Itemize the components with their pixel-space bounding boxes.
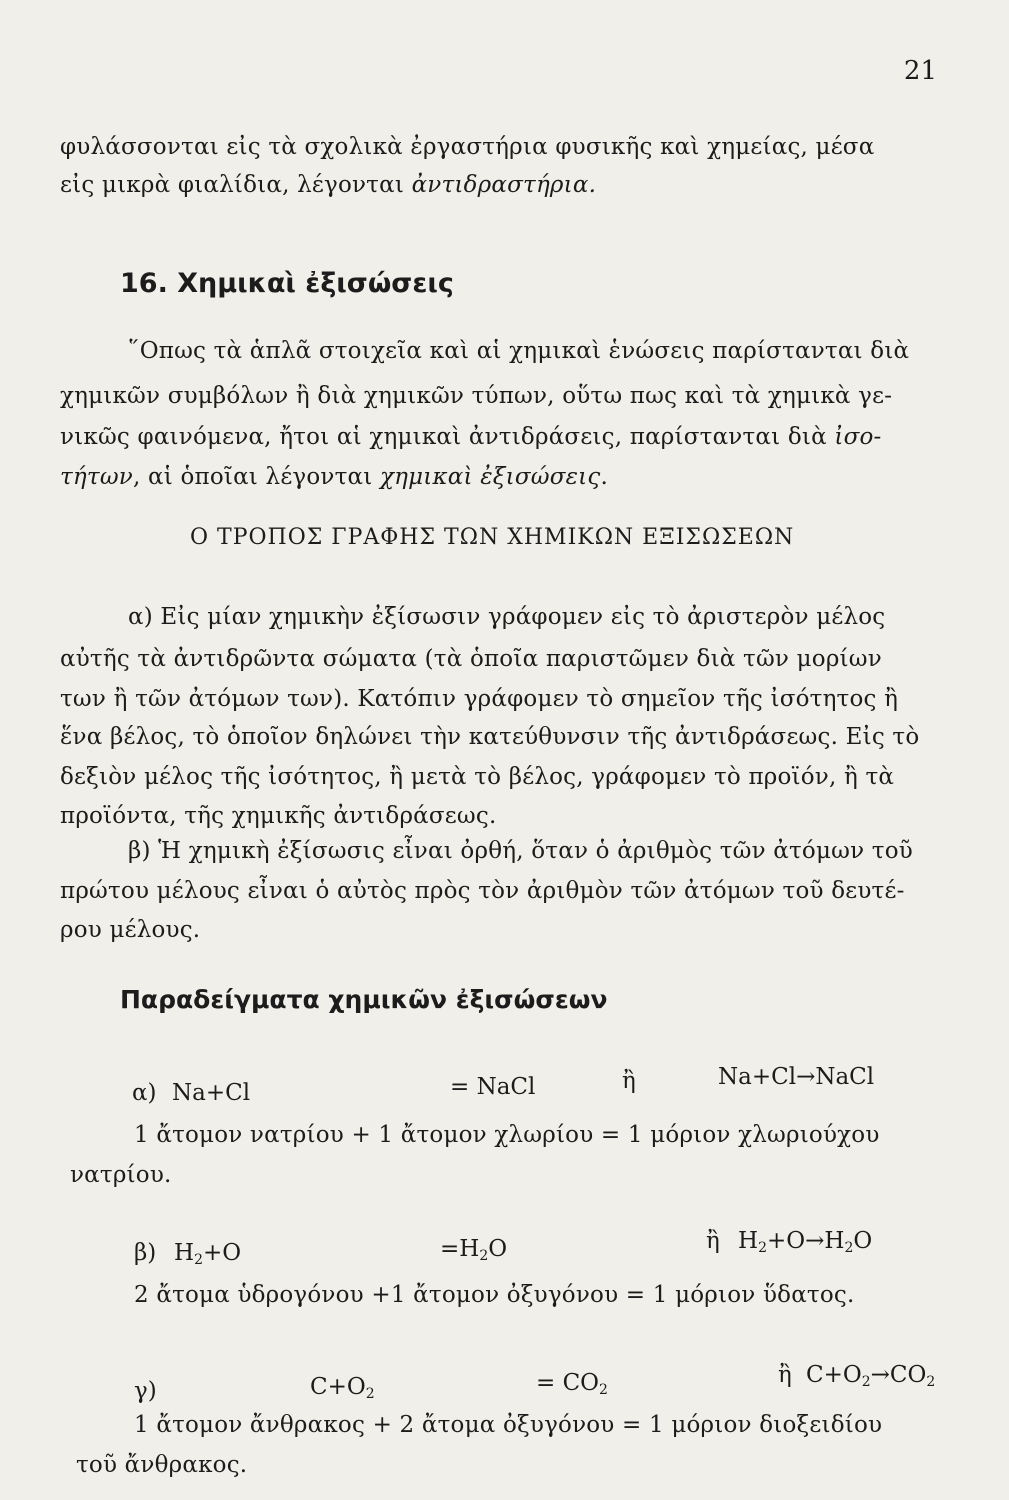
example-c-text-1: 1 ἄτομον ἄνθρακος + 2 ἄτομα ὀξυγόνου = 1 μόριον διοξειδίου bbox=[134, 1412, 883, 1438]
example-b-rhs-a: =H bbox=[440, 1236, 480, 1262]
method-b-line-2: πρώτου μέλους εἶναι ὁ αὐτὸς πρὸς τὸν ἀριθμὸν τῶν ἀτόμων τοῦ δευτέ- bbox=[60, 878, 905, 904]
example-b-arr-sub1: 2 bbox=[758, 1240, 767, 1256]
example-a-lhs: Na+Cl bbox=[172, 1080, 251, 1106]
example-b-lhs-a: H bbox=[174, 1240, 195, 1266]
section-para-term-b: τήτων bbox=[60, 464, 133, 490]
method-a-line-2: αὐτῆς τὰ ἀντιδρῶντα σώματα (τὰ ὁποῖα παριστῶμεν διὰ τῶν μορίων bbox=[60, 646, 882, 672]
example-c-arrow-form bbox=[806, 1362, 935, 1390]
method-a-line-6: προϊόντα, τῆς χημικῆς ἀντιδράσεως. bbox=[60, 803, 497, 829]
section-para-line-4-text: , αἱ ὁποῖαι λέγονται bbox=[132, 464, 380, 490]
intro-line-1: φυλάσσονται εἰς τὰ σχολικὰ ἐργαστήρια φυσικῆς καὶ χημείας, μέσα bbox=[60, 134, 875, 160]
section-para-line-4 bbox=[60, 464, 608, 490]
example-b-lhs bbox=[174, 1240, 241, 1268]
example-b-rhs-sub: 2 bbox=[479, 1248, 489, 1264]
example-c-label: γ) bbox=[134, 1378, 157, 1404]
method-a-line-3: των ἢ τῶν ἀτόμων των). Κατόπιν γράφομεν τὸ σημεῖον τῆς ἰσότητος ἢ bbox=[60, 686, 899, 712]
example-b-arr-c: O bbox=[853, 1228, 873, 1254]
example-b-text-1: 2 ἄτομα ὑδρογόνου +1 ἄτομον ὀξυγόνου = 1 μόριον ὕδατος. bbox=[134, 1282, 855, 1308]
example-b-label: β) bbox=[134, 1240, 157, 1266]
example-a-text-2: νατρίου. bbox=[70, 1162, 172, 1188]
example-b-rhs-b: O bbox=[488, 1236, 508, 1262]
section-para-term-a: ἰσο- bbox=[834, 424, 882, 450]
example-c-or: ἢ bbox=[778, 1362, 792, 1388]
example-a-text-1: 1 ἄτομον νατρίου + 1 ἄτομον χλωρίου = 1 μόριον χλωριούχου bbox=[134, 1122, 880, 1148]
section-para-line-3-text: νικῶς φαινόμενα, ἤτοι αἱ χημικαὶ ἀντιδράσεις, παρίστανται διὰ bbox=[60, 424, 835, 450]
example-c-rhs-a: = CO bbox=[536, 1370, 600, 1396]
examples-heading: Παραδείγματα χημικῶν ἐξισώσεων bbox=[120, 985, 608, 1014]
example-b-rhs bbox=[440, 1236, 507, 1264]
example-b-lhs-sub: 2 bbox=[194, 1252, 203, 1268]
method-a-line-4: ἕνα βέλος, τὸ ὁποῖον δηλώνει τὴν κατεύθυνσιν τῆς ἀντιδράσεως. Εἰς τὸ bbox=[60, 724, 920, 750]
example-c-lhs bbox=[310, 1374, 375, 1402]
example-b-arr-sub2: 2 bbox=[844, 1240, 854, 1256]
example-b-or: ἢ bbox=[706, 1228, 720, 1254]
example-c-rhs-sub: 2 bbox=[599, 1382, 608, 1398]
method-b-line-3: ρου μέλους. bbox=[60, 917, 201, 943]
section-para-term-c: χημικαὶ ἐξισώσεις bbox=[380, 464, 601, 490]
intro-term: ἀντιδραστήρια. bbox=[411, 172, 597, 198]
example-a-rhs: = NaCl bbox=[450, 1074, 536, 1100]
method-a-line-5: δεξιὸν μέλος τῆς ἰσότητος, ἢ μετὰ τὸ βέλος, γράφομεν τὸ προϊόν, ἢ τὰ bbox=[60, 764, 895, 790]
example-b-arrow-form bbox=[738, 1228, 872, 1256]
intro-line-2-text: εἰς μικρὰ φιαλίδια, λέγονται bbox=[60, 172, 412, 198]
example-c-arr-sub2: 2 bbox=[926, 1374, 936, 1390]
method-b-line-1: β) Ἡ χημικὴ ἐξίσωσις εἶναι ὀρθή, ὅταν ὁ ἀριθμὸς τῶν ἀτόμων τοῦ bbox=[128, 838, 913, 864]
example-a-label: α) bbox=[132, 1080, 157, 1106]
example-c-text-2: τοῦ ἄνθρακος. bbox=[76, 1452, 248, 1478]
section-para-line-2: χημικῶν συμβόλων ἢ διὰ χημικῶν τύπων, οὕτω πως καὶ τὰ χημικὰ γε- bbox=[60, 383, 893, 409]
method-a-line-1: α) Εἰς μίαν χημικὴν ἐξίσωσιν γράφομεν εἰς τὸ ἀριστερὸν μέλος bbox=[128, 604, 886, 630]
example-a-or: ἢ bbox=[622, 1068, 636, 1094]
example-b-arr-a: H bbox=[738, 1228, 759, 1254]
example-c-arr-a: C+O bbox=[806, 1362, 862, 1388]
section-heading: 16. Χημικαὶ ἐξισώσεις bbox=[120, 268, 454, 299]
section-para-line-1: ῞Οπως τὰ ἁπλᾶ στοιχεῖα καὶ αἱ χημικαὶ ἑνώσεις παρίστανται διὰ bbox=[128, 338, 910, 364]
intro-line-2 bbox=[60, 172, 596, 198]
example-a-arrow-form: Na+Cl→NaCl bbox=[718, 1064, 875, 1090]
example-c-arr-sub1: 2 bbox=[861, 1374, 871, 1390]
section-para-line-3 bbox=[60, 424, 882, 450]
page-number: 21 bbox=[903, 56, 937, 86]
section-para-line-4-end: . bbox=[600, 464, 608, 490]
method-title: Ο ΤΡΟΠΟΣ ΓΡΑΦΗΣ ΤΩΝ ΧΗΜΙΚΩΝ ΕΞΙΣΩΣΕΩΝ bbox=[190, 525, 795, 550]
example-c-rhs bbox=[536, 1370, 608, 1398]
example-b-arr-b: +O→H bbox=[766, 1228, 845, 1254]
example-c-arr-b: →CO bbox=[870, 1362, 927, 1388]
example-c-lhs-a: C+O bbox=[310, 1374, 366, 1400]
example-c-lhs-sub: 2 bbox=[365, 1386, 375, 1402]
example-b-lhs-b: +O bbox=[202, 1240, 242, 1266]
